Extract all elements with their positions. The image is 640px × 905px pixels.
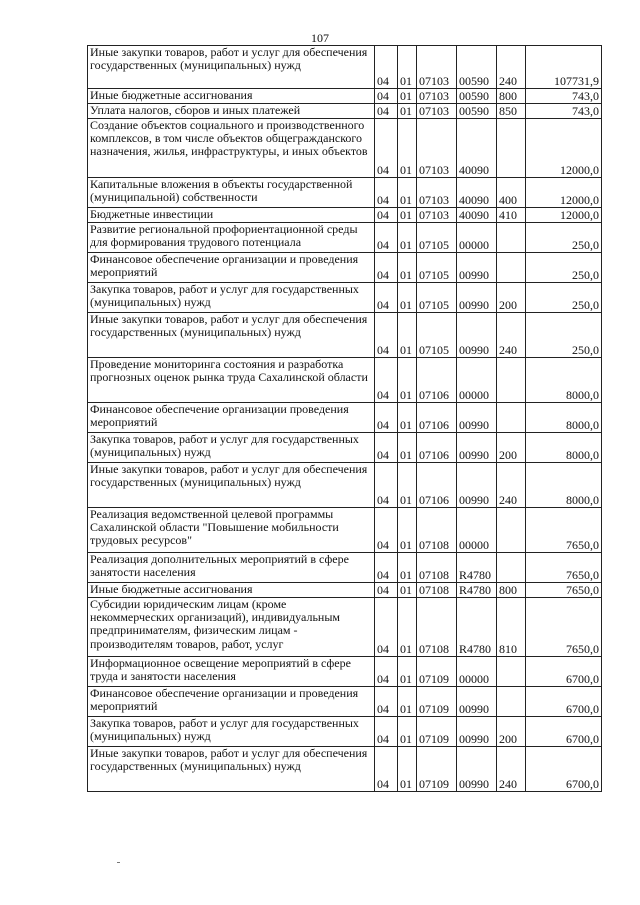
row-csr-direction: 40090 <box>457 208 497 223</box>
row-vr: 800 <box>497 583 526 598</box>
row-csr-program: 07103 <box>417 46 457 89</box>
row-csr-program: 07103 <box>417 119 457 178</box>
row-rz: 04 <box>375 223 398 253</box>
row-vr: 240 <box>497 463 526 508</box>
table-row <box>88 253 602 283</box>
row-rz: 04 <box>375 313 398 358</box>
table-row <box>88 104 602 119</box>
table-row <box>88 553 602 583</box>
row-amount: 6700,0 <box>526 657 602 687</box>
row-vr: 200 <box>497 433 526 463</box>
row-csr-direction: 00000 <box>457 358 497 403</box>
table-row <box>88 119 602 178</box>
row-pr: 01 <box>398 104 417 119</box>
row-vr: 200 <box>497 717 526 747</box>
row-csr-program: 07106 <box>417 358 457 403</box>
row-name: Иные закупки товаров, работ и услуг для обеспечения государственных (муниципальных) нужд <box>88 463 375 508</box>
row-pr: 01 <box>398 598 417 657</box>
row-pr: 01 <box>398 46 417 89</box>
row-csr-program: 07103 <box>417 104 457 119</box>
row-pr: 01 <box>398 223 417 253</box>
table-row <box>88 717 602 747</box>
row-vr <box>497 687 526 717</box>
table-row <box>88 583 602 598</box>
row-name: Иные закупки товаров, работ и услуг для обеспечения государственных (муниципальных) нужд <box>88 46 375 89</box>
row-pr: 01 <box>398 178 417 208</box>
row-name: Развитие региональной профориентационной среды для формирования трудового потенциала <box>88 223 375 253</box>
row-vr: 240 <box>497 46 526 89</box>
row-amount: 8000,0 <box>526 433 602 463</box>
row-vr: 240 <box>497 313 526 358</box>
row-csr-program: 07105 <box>417 313 457 358</box>
row-name: Создание объектов социального и производственного комплексов, в том числе объектов общегражданского назначения, жилья, инфраструктуры, и иных объектов <box>88 119 375 178</box>
row-csr-direction: 00990 <box>457 747 497 792</box>
row-csr-program: 07108 <box>417 553 457 583</box>
row-pr: 01 <box>398 463 417 508</box>
row-csr-program: 07108 <box>417 598 457 657</box>
row-amount: 6700,0 <box>526 747 602 792</box>
row-amount: 250,0 <box>526 223 602 253</box>
row-vr <box>497 223 526 253</box>
row-csr-direction: 00990 <box>457 463 497 508</box>
row-name: Финансовое обеспечение организации и проведения мероприятий <box>88 687 375 717</box>
row-name: Закупка товаров, работ и услуг для государственных (муниципальных) нужд <box>88 283 375 313</box>
table-row <box>88 358 602 403</box>
row-csr-direction: 00990 <box>457 717 497 747</box>
table-row <box>88 747 602 792</box>
row-rz: 04 <box>375 119 398 178</box>
row-csr-direction: 00990 <box>457 687 497 717</box>
row-vr <box>497 553 526 583</box>
row-vr <box>497 358 526 403</box>
table-row <box>88 89 602 104</box>
row-rz: 04 <box>375 358 398 403</box>
row-csr-direction: R4780 <box>457 553 497 583</box>
row-csr-direction: 00990 <box>457 283 497 313</box>
table-row <box>88 178 602 208</box>
row-vr: 410 <box>497 208 526 223</box>
row-amount: 7650,0 <box>526 508 602 553</box>
table-row <box>88 46 602 89</box>
row-amount: 250,0 <box>526 253 602 283</box>
row-pr: 01 <box>398 433 417 463</box>
row-csr-direction: 00000 <box>457 657 497 687</box>
table-row <box>88 313 602 358</box>
row-csr-program: 07105 <box>417 223 457 253</box>
scan-speck <box>117 862 120 863</box>
row-csr-direction: R4780 <box>457 598 497 657</box>
row-vr <box>497 119 526 178</box>
row-rz: 04 <box>375 598 398 657</box>
table-row <box>88 223 602 253</box>
row-pr: 01 <box>398 119 417 178</box>
row-csr-program: 07105 <box>417 283 457 313</box>
row-rz: 04 <box>375 583 398 598</box>
row-rz: 04 <box>375 463 398 508</box>
row-name: Информационное освещение мероприятий в сфере труда и занятости населения <box>88 657 375 687</box>
row-csr-program: 07108 <box>417 583 457 598</box>
row-rz: 04 <box>375 253 398 283</box>
page-number: 107 <box>311 31 329 45</box>
row-amount: 8000,0 <box>526 403 602 433</box>
row-amount: 7650,0 <box>526 583 602 598</box>
row-csr-program: 07109 <box>417 657 457 687</box>
row-vr <box>497 508 526 553</box>
row-csr-program: 07103 <box>417 178 457 208</box>
row-csr-direction: 00990 <box>457 313 497 358</box>
row-rz: 04 <box>375 687 398 717</box>
row-vr: 850 <box>497 104 526 119</box>
row-csr-program: 07105 <box>417 253 457 283</box>
row-rz: 04 <box>375 657 398 687</box>
row-name: Иные закупки товаров, работ и услуг для обеспечения государственных (муниципальных) нужд <box>88 313 375 358</box>
row-pr: 01 <box>398 403 417 433</box>
row-pr: 01 <box>398 283 417 313</box>
row-name: Капитальные вложения в объекты государственной (муниципальной) собственности <box>88 178 375 208</box>
row-name: Реализация дополнительных мероприятий в сфере занятости населения <box>88 553 375 583</box>
row-name: Финансовое обеспечение организации проведения мероприятий <box>88 403 375 433</box>
row-csr-program: 07106 <box>417 403 457 433</box>
row-rz: 04 <box>375 403 398 433</box>
row-name: Финансовое обеспечение организации и проведения мероприятий <box>88 253 375 283</box>
row-csr-direction: 00590 <box>457 46 497 89</box>
row-amount: 250,0 <box>526 313 602 358</box>
row-pr: 01 <box>398 687 417 717</box>
row-name: Закупка товаров, работ и услуг для государственных (муниципальных) нужд <box>88 433 375 463</box>
row-rz: 04 <box>375 46 398 89</box>
table-row <box>88 687 602 717</box>
row-csr-program: 07106 <box>417 463 457 508</box>
row-csr-program: 07103 <box>417 208 457 223</box>
table-row <box>88 657 602 687</box>
row-rz: 04 <box>375 283 398 313</box>
row-name: Проведение мониторинга состояния и разработка прогнозных оценок рынка труда Сахалинской области <box>88 358 375 403</box>
row-amount: 12000,0 <box>526 208 602 223</box>
row-rz: 04 <box>375 208 398 223</box>
row-name: Иные бюджетные ассигнования <box>88 89 375 104</box>
row-amount: 6700,0 <box>526 687 602 717</box>
row-vr <box>497 657 526 687</box>
row-vr: 240 <box>497 747 526 792</box>
row-vr: 810 <box>497 598 526 657</box>
row-pr: 01 <box>398 553 417 583</box>
row-vr: 800 <box>497 89 526 104</box>
row-pr: 01 <box>398 583 417 598</box>
row-pr: 01 <box>398 208 417 223</box>
row-pr: 01 <box>398 89 417 104</box>
row-pr: 01 <box>398 313 417 358</box>
table-row <box>88 508 602 553</box>
row-csr-program: 07109 <box>417 747 457 792</box>
row-amount: 12000,0 <box>526 119 602 178</box>
row-rz: 04 <box>375 747 398 792</box>
row-rz: 04 <box>375 717 398 747</box>
row-csr-direction: 00990 <box>457 403 497 433</box>
row-amount: 7650,0 <box>526 553 602 583</box>
row-vr: 200 <box>497 283 526 313</box>
row-rz: 04 <box>375 178 398 208</box>
table-row <box>88 598 602 657</box>
row-name: Бюджетные инвестиции <box>88 208 375 223</box>
row-csr-direction: 00000 <box>457 508 497 553</box>
row-amount: 107731,9 <box>526 46 602 89</box>
row-pr: 01 <box>398 253 417 283</box>
row-pr: 01 <box>398 358 417 403</box>
row-csr-direction: 00990 <box>457 433 497 463</box>
row-csr-program: 07106 <box>417 433 457 463</box>
row-amount: 743,0 <box>526 89 602 104</box>
row-csr-program: 07109 <box>417 687 457 717</box>
table-row <box>88 283 602 313</box>
row-csr-direction: 00590 <box>457 104 497 119</box>
row-amount: 12000,0 <box>526 178 602 208</box>
row-pr: 01 <box>398 747 417 792</box>
row-name: Реализация ведомственной целевой программы Сахалинской области "Повышение мобильности трудовых ресурсов" <box>88 508 375 553</box>
row-rz: 04 <box>375 553 398 583</box>
row-csr-program: 07103 <box>417 89 457 104</box>
row-amount: 6700,0 <box>526 717 602 747</box>
row-csr-direction: 00000 <box>457 223 497 253</box>
table-row <box>88 433 602 463</box>
table-row <box>88 403 602 433</box>
table-row <box>88 208 602 223</box>
row-csr-direction: 00990 <box>457 253 497 283</box>
row-pr: 01 <box>398 657 417 687</box>
row-name: Уплата налогов, сборов и иных платежей <box>88 104 375 119</box>
row-pr: 01 <box>398 508 417 553</box>
row-vr <box>497 403 526 433</box>
row-rz: 04 <box>375 433 398 463</box>
row-pr: 01 <box>398 717 417 747</box>
row-amount: 743,0 <box>526 104 602 119</box>
row-csr-program: 07109 <box>417 717 457 747</box>
row-name: Иные бюджетные ассигнования <box>88 583 375 598</box>
budget-table <box>87 45 602 792</box>
row-name: Субсидии юридическим лицам (кроме некоммерческих организаций), индивидуальным предпринимателям, физическим лицам - производителям товаров, работ, услуг <box>88 598 375 657</box>
row-csr-direction: R4780 <box>457 583 497 598</box>
row-csr-direction: 40090 <box>457 178 497 208</box>
row-amount: 8000,0 <box>526 463 602 508</box>
row-csr-program: 07108 <box>417 508 457 553</box>
row-csr-direction: 40090 <box>457 119 497 178</box>
table-row <box>88 463 602 508</box>
row-vr: 400 <box>497 178 526 208</box>
row-csr-direction: 00590 <box>457 89 497 104</box>
row-vr <box>497 253 526 283</box>
row-rz: 04 <box>375 89 398 104</box>
row-rz: 04 <box>375 104 398 119</box>
row-amount: 250,0 <box>526 283 602 313</box>
row-name: Закупка товаров, работ и услуг для государственных (муниципальных) нужд <box>88 717 375 747</box>
row-rz: 04 <box>375 508 398 553</box>
row-name: Иные закупки товаров, работ и услуг для обеспечения государственных (муниципальных) нужд <box>88 747 375 792</box>
row-amount: 7650,0 <box>526 598 602 657</box>
row-amount: 8000,0 <box>526 358 602 403</box>
